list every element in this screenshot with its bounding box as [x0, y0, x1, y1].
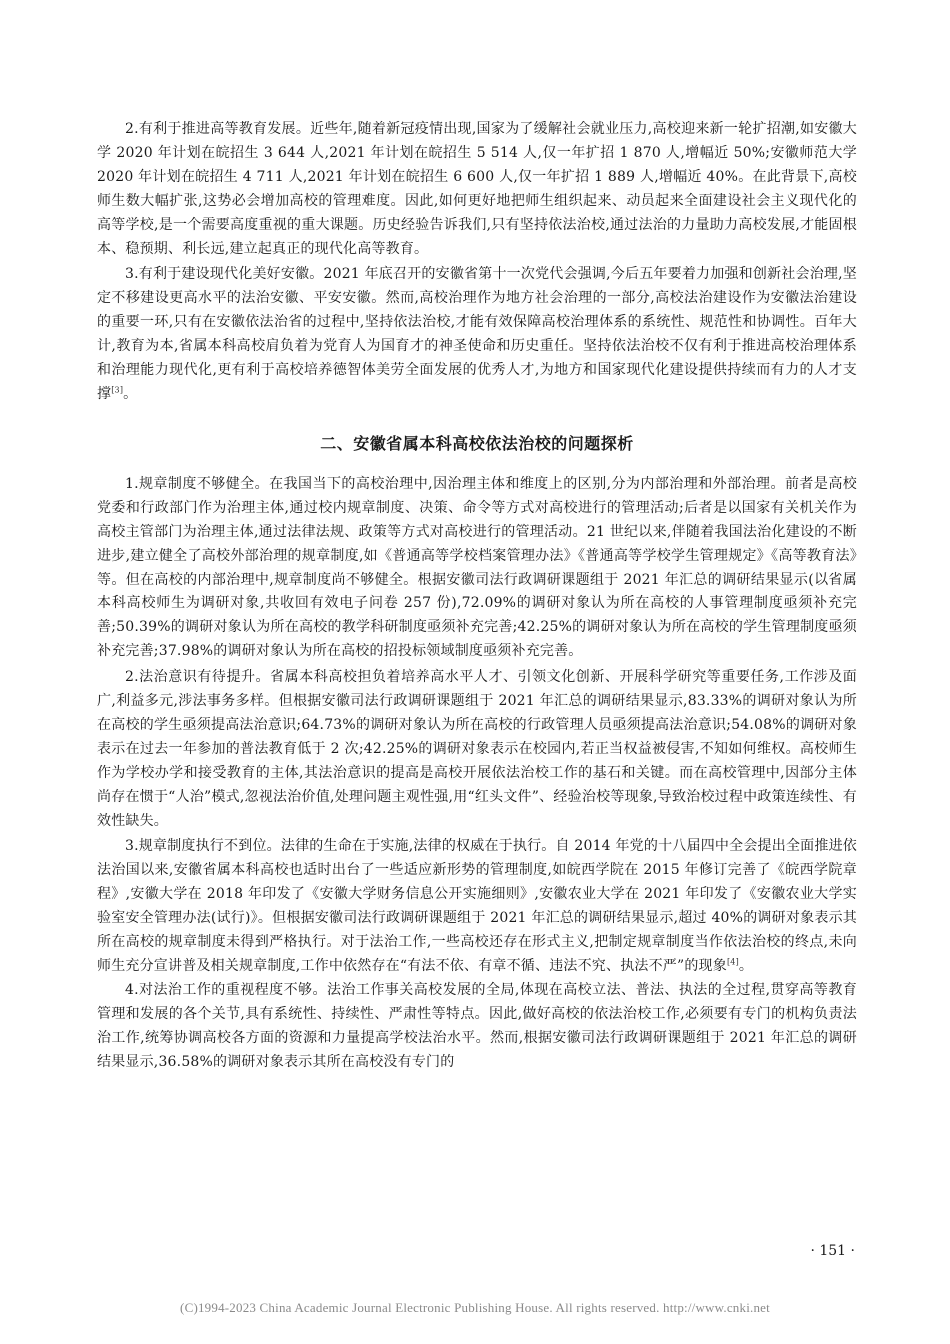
citation-ref-3[interactable]: [3]: [111, 385, 124, 395]
paragraph-text: 3.规章制度执行不到位。法律的生命在于实施,法律的权威在于执行。自 2014 年党的十八届四中全会提出全面推进依法治国以来,安徽省属本科高校也适时出台了一些适应新形势的管理制度,如皖西学院在 2015 年修订完善了《皖西学院章程》,安徽大学在 2018 年印发了《安徽大学财务信息公开实施细则》,安徽农业大学在 2021 年印发了《安徽农业大学实验室安全管理办法(试行)》。但根据安徽司法行政调研课题组于 2021 年汇总的调研结果显示,超过 40%的调研对象表示其所在高校的规章制度未得到严格执行。对于法治工作,一些高校还存在形式主义,把制定规章制度当作依法治校的终点,未向师生充分宣讲普及相关规章制度,工作中依然存在“有法不依、有章不循、违法不究、执法不严”的现象: [97, 838, 857, 974]
page-number: · 151 ·: [810, 1243, 855, 1259]
paragraph-modern-anhui: [97, 263, 857, 406]
paragraph-tail: 。: [123, 385, 138, 402]
article-body: [97, 118, 857, 1075]
section-heading: 二、安徽省属本科高校依法治校的问题探析: [320, 433, 634, 453]
paragraph-text: 3.有利于建设现代化美好安徽。2021 年底召开的安徽省第十一次党代会强调,今后五年要着力加强和创新社会治理,坚定不移建设更高水平的法治安徽、平安安徽。然而,高校治理作为地方社会治理的一部分,高校法治建设作为安徽法治建设的重要一环,只有在安徽依法治省的过程中,坚持依法治校,才能有效保障高校治理体系的系统性、规范性和协调性。百年大计,教育为本,省属本科高校肩负着为党育人为国育才的神圣使命和历史重任。坚持依法治校不仅有利于推进高校治理体系和治理能力现代化,更有利于高校培养德智体美劳全面发展的优秀人才,为地方和国家现代化建设提供持续而有力的人才支撑: [97, 266, 857, 402]
paragraph-attention-insufficient: 4.对法治工作的重视程度不够。法治工作事关高校发展的全局,体现在高校立法、普法、执法的全过程,贯穿高等教育管理和发展的各个关节,具有系统性、持续性、严肃性等特点。因此,做好高校的依法治校工作,必须要有专门的机构负责法治工作,统筹协调高校各方面的资源和力量提高学校法治水平。然而,根据安徽司法行政调研课题组于 2021 年汇总的调研结果显示,36.58%的调研对象表示其所在高校没有专门的: [97, 981, 857, 1070]
paragraph-rules-incomplete: 1.规章制度不够健全。在我国当下的高校治理中,因治理主体和维度上的区别,分为内部治理和外部治理。前者是高校党委和行政部门作为治理主体,通过校内规章制度、决策、命令等方式对高校进行的管理活动;后者是以国家有关机关作为高校主管部门为治理主体,通过法律法规、政策等方式对高校进行的管理活动。21 世纪以来,伴随着我国法治化建设的不断进步,建立健全了高校外部治理的规章制度,如《普通高等学校档案管理办法》《普通高等学校学生管理规定》《高等教育法》等。但在高校的内部治理中,规章制度尚不够健全。根据安徽司法行政调研课题组于 2021 年汇总的调研结果显示(以省属本科高校师生为调研对象,共收回有效电子问卷 257 份),72.09%的调研对象认为所在高校的人事管理制度亟须补充完善;50.39%的调研对象认为所在高校的教学科研制度亟须补充完善;42.25%的调研对象认为所在高校的学生管理制度亟须补充完善;37.98%的调研对象认为所在高校的招投标领域制度亟须补充完善。: [97, 475, 857, 660]
paragraph-tail: 。: [738, 958, 754, 974]
paragraph-rules-execution: [97, 835, 857, 978]
citation-ref-4[interactable]: [4]: [726, 957, 739, 967]
copyright-footer: (C)1994-2023 China Academic Journal Electronic Publishing House. All rights reserved. http://www.cnki.net: [180, 1300, 770, 1315]
paragraph-legal-awareness: 2.法治意识有待提升。省属本科高校担负着培养高水平人才、引领文化创新、开展科学研究等重要任务,工作涉及面广,利益多元,涉法事务多样。但根据安徽司法行政调研课题组于 2021 年汇总的调研结果显示,83.33%的调研对象认为所在高校的学生亟须提高法治意识;64.73%的调研对象认为所在高校的行政管理人员亟须提高法治意识;54.08%的调研对象表示在过去一年参加的普法教育低于 2 次;42.25%的调研对象表示在校园内,若正当权益被侵害,不知如何维权。高校师生作为学校办学和接受教育的主体,其法治意识的提高是高校开展依法治校工作的基石和关键。而在高校管理中,因部分主体尚存在惯于“人治”模式,忽视法治价值,处理问题主观性强,用“红头文件”、经验治校等现象,导致治校过程中政策连续性、有效性缺失。: [97, 669, 857, 829]
paragraph-higher-education: 2.有利于推进高等教育发展。近些年,随着新冠疫情出现,国家为了缓解社会就业压力,高校迎来新一轮扩招潮,如安徽大学 2020 年计划在皖招生 3 644 人,2021 年计划在皖招生 5 514 人,仅一年扩招 1 870 人,增幅近 50%;安徽师范大学 2020 年计划在皖招生 4 711 人,2021 年计划在皖招生 6 600 人,仅一年扩招 1 889 人,增幅近 40%。在此背景下,高校师生数大幅扩张,这势必会增加高校的管理难度。因此,如何更好地把师生组织起来、动员起来全面建设社会主义现代化的高等学校,是一个需要高度重视的重大课题。历史经验告诉我们,只有坚持依法治校,通过法治的力量助力高校发展,才能固根本、稳预期、利长远,建立起真正的现代化高等教育。: [97, 121, 857, 257]
